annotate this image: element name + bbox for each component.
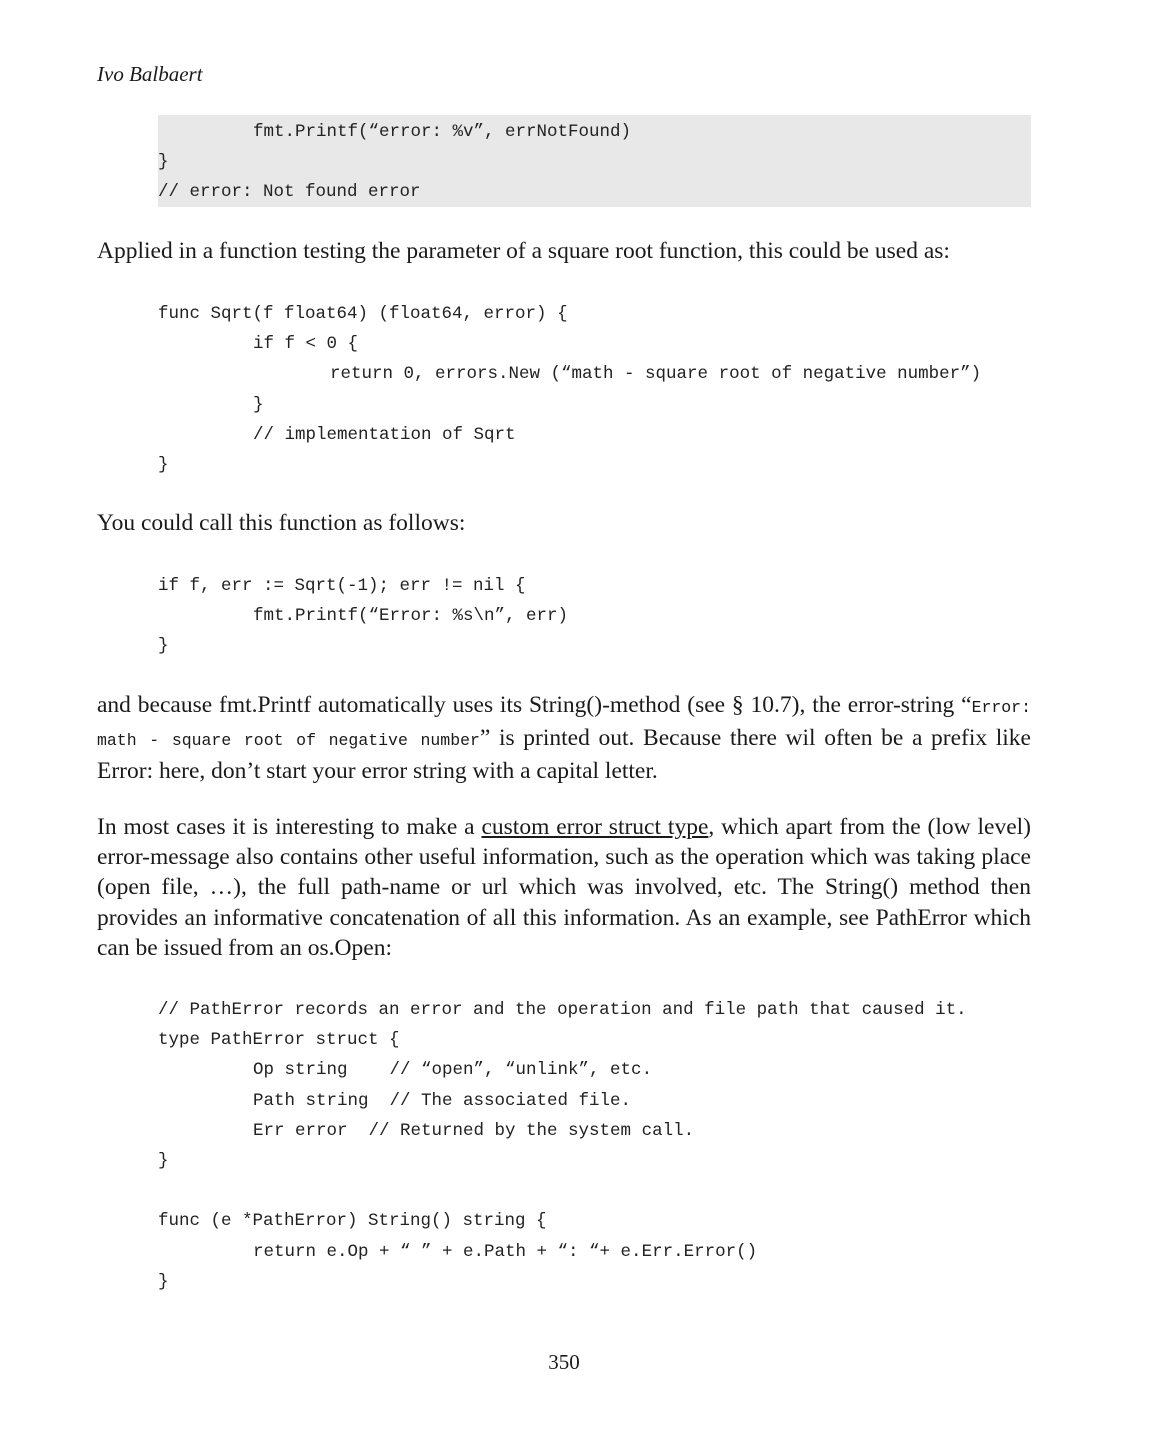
text: ” is printed out. Because there wil often be a prefix like Error: here, don’t start your error string with a capital letter. xyxy=(97,725,1031,785)
code-line: // error: Not found error xyxy=(158,182,421,203)
inline-code: Error: math - square root of negative number xyxy=(97,698,1031,751)
code-line: } xyxy=(158,1271,169,1292)
code-line: if f, err := Sqrt(-1); err != nil { xyxy=(158,576,526,596)
code-line xyxy=(158,1176,1031,1206)
custom-error-struct-link[interactable]: custom error struct type xyxy=(481,814,709,840)
paragraph: Applied in a function testing the parameter of a square root function, this could be used as: xyxy=(97,238,950,264)
code-line: Op string // “open”, “unlink”, etc. xyxy=(253,1060,653,1081)
code-line: func Sqrt(f float64) (float64, error) { xyxy=(158,304,568,324)
code-line: fmt.Printf(“Error: %s\n”, err) xyxy=(253,606,569,627)
code-line: } xyxy=(253,394,264,415)
code-line: if f < 0 { xyxy=(253,334,359,355)
code-line: // PathError records an error and the operation and file path that caused it. xyxy=(158,1000,967,1020)
code-line: } xyxy=(158,152,169,173)
code-line: func (e *PathError) String() string { xyxy=(158,1211,547,1232)
code-line: // implementation of Sqrt xyxy=(253,424,516,445)
code-line: } xyxy=(158,454,169,475)
text: and because fmt.Printf automatically uses its String()-method (see § 10.7), the error-string “ xyxy=(97,692,972,718)
code-line: type PathError struct { xyxy=(158,1030,400,1051)
text: In most cases it is interesting to make a xyxy=(97,814,482,840)
code-line: } xyxy=(158,636,169,657)
code-line: Err error // Returned by the system call. xyxy=(253,1120,695,1141)
code-block-call xyxy=(158,571,1031,662)
paragraph: You could call this function as follows: xyxy=(97,510,466,536)
code-line: return e.Op + “ ” + e.Path + “: “+ e.Err.Error() xyxy=(253,1241,758,1262)
code-block-patherror xyxy=(158,995,1031,1297)
running-header: Ivo Balbaert xyxy=(97,62,203,86)
paragraph xyxy=(97,812,1031,963)
code-line: Path string // The associated file. xyxy=(253,1090,632,1111)
code-block-error-print xyxy=(158,115,1031,207)
paragraph xyxy=(97,690,1031,787)
code-line: return 0, errors.New (“math - square root of negative number”) xyxy=(330,364,982,385)
page-number: 350 xyxy=(548,1350,580,1374)
text: , which apart from the (low level) error-message also contains other useful information, such as the operation which was taking place (open file, …), the full path-name or url which was involved, etc. The String() method then provides an informative concatenation of all this information. As an example, see PathError which can be issued from an os.Open: xyxy=(97,814,1031,961)
code-line: fmt.Printf(“error: %v”, errNotFound) xyxy=(253,122,632,142)
code-line: } xyxy=(158,1150,169,1171)
code-block-sqrt xyxy=(158,299,1031,480)
